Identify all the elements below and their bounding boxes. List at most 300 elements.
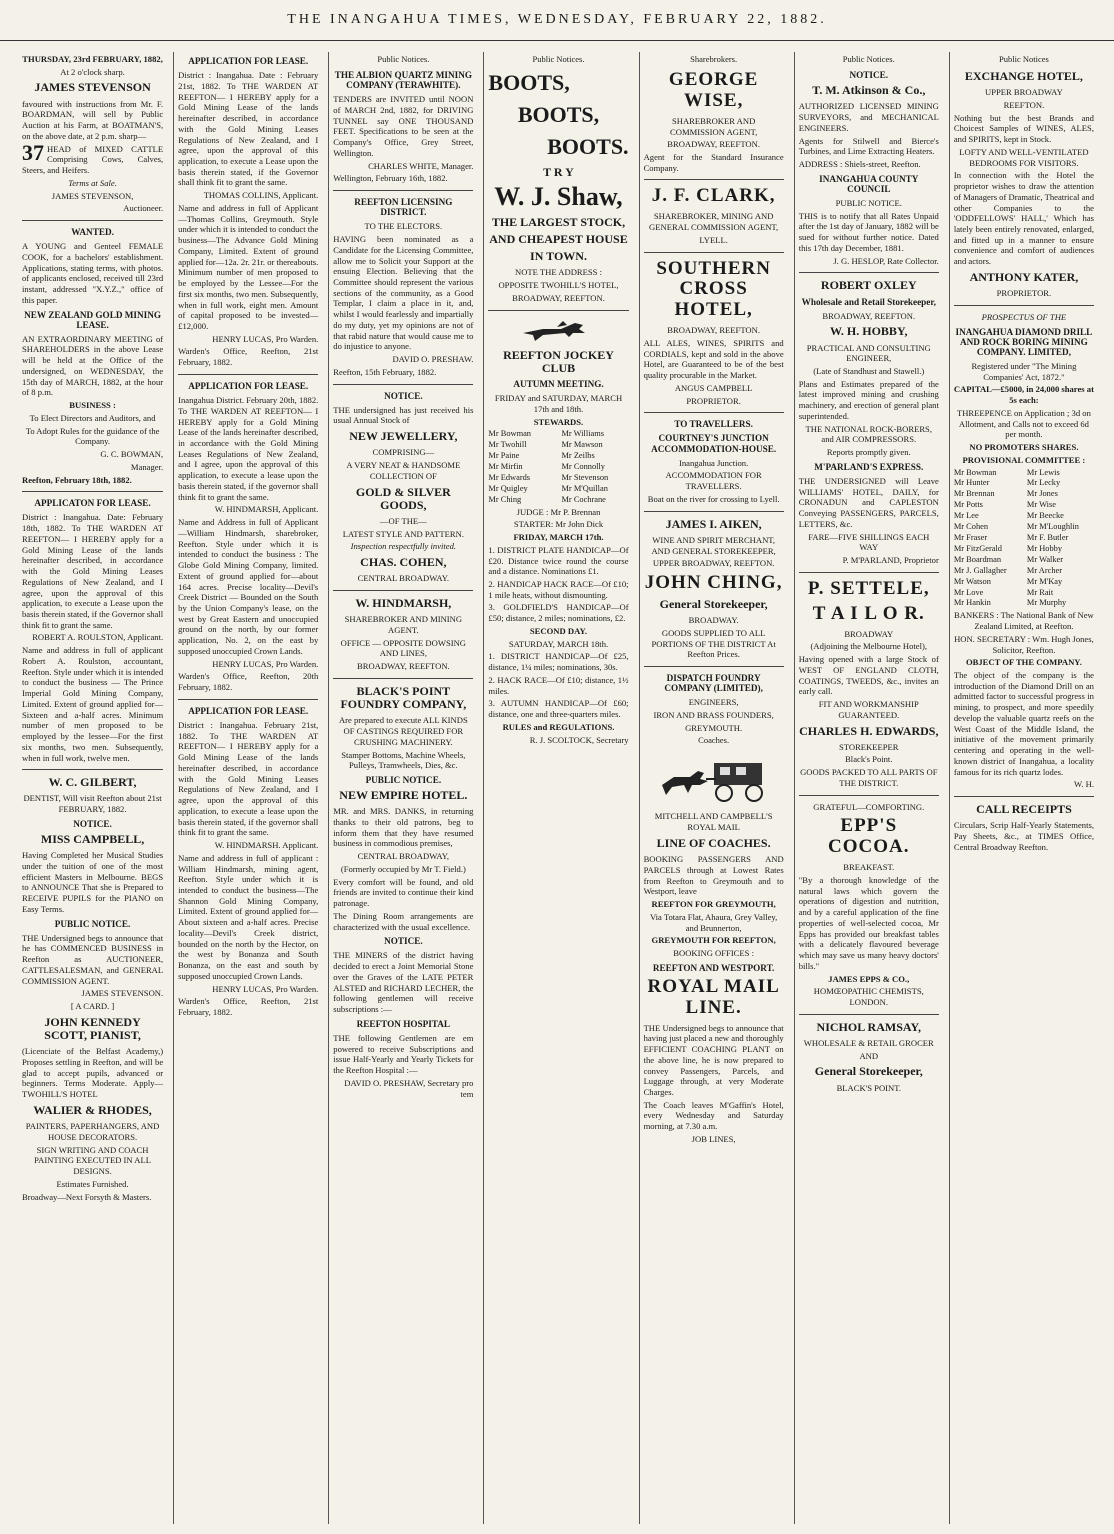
cattle-count: 37 <box>22 139 44 165</box>
tailor-address: BROADWAY <box>844 628 894 639</box>
boots-1: BOOTS, <box>488 70 570 95</box>
wise-address: BROADWAY, REEFTON. <box>667 139 760 150</box>
committee-member: Mr Love <box>953 587 984 597</box>
tailor-adjoining: (Adjoining the Melbourne Hotel), <box>810 641 928 652</box>
foundry-items: Stamper Bottoms, Machine Wheels, Pulleys, Tramwheels, Dies, &c. <box>341 749 466 771</box>
stagecoach-icon <box>654 753 774 803</box>
hobby-heading: W. H. HOBBY, <box>830 324 908 339</box>
hindmarsh-text: SHAREBROKER AND MINING AGENT. <box>344 614 463 635</box>
reports: Reports promptly given. <box>826 447 911 458</box>
aiken-heading: JAMES I. AIKEN, <box>665 516 762 531</box>
notice-heading: NOTICE. <box>73 818 112 829</box>
call-text: Circulars, Scrip Half-Yearly Statements, Pay Sheets, &c., at TIMES Office, Central Broadway Reefton. <box>953 820 1094 852</box>
divider <box>333 190 473 191</box>
empire-address: CENTRAL BROADWAY, <box>357 851 450 862</box>
committee-member: Mr Lee <box>953 511 979 521</box>
note-address: NOTE THE ADDRESS : <box>515 267 602 278</box>
cocoa-text: "By a thorough knowledge of the natural laws which govern the operations of digestion and nutrition, and by a careful application of the fine properties of well-selected cocoa, Mr Epps has provided our breakfast tables with a delicately flavoured beverage which may save us many heavy doctors' bills." <box>798 874 939 971</box>
steward: Mr Zeilbs <box>561 451 595 461</box>
campbell-role: PROPRIETOR. <box>686 395 741 406</box>
cohen-heading: CHAS. COHEN, <box>360 555 447 570</box>
divider <box>799 572 939 573</box>
preshaw-sig: DAVID O. PRESHAW. <box>392 354 474 365</box>
cocoa-heading: EPP'S COCOA. <box>828 815 910 858</box>
auctioneer-role: Auctioneer. <box>123 203 164 214</box>
section-tag: Public Notices. <box>532 54 585 64</box>
race-1: 1. DISTRICT PLATE HANDICAP—Of £20. Distance twice round the course and a distance. Nominations £1. <box>488 544 629 577</box>
sign-writing: SIGN WRITING AND COACH PAINTING EXECUTED IN ALL DESIGNS. <box>34 1144 152 1177</box>
campbell-name: ANGUS CAMPBELL <box>674 382 753 393</box>
card-label: [ A CARD. ] <box>70 1001 115 1012</box>
steward: Mr Twohill <box>488 440 527 450</box>
reefton-greymouth: REEFTON FOR GREYMOUTH, <box>651 899 776 910</box>
dispatch-heading: DISPATCH FOUNDRY COMPANY (LIMITED), <box>664 673 763 694</box>
reefton-greymouth-via: Via Totara Flat, Ahaura, Grey Valley, and Brunnerton, <box>649 911 778 933</box>
steward: Mr Connolly <box>561 461 605 471</box>
kater-heading: ANTHONY KATER, <box>969 269 1079 284</box>
hindmarsh-heading: W. HINDMARSH, <box>355 596 452 611</box>
accommodation: ACCOMMODATION FOR TRAVELLERS. <box>665 470 762 492</box>
committee-member: Mr Boardman <box>953 554 1002 564</box>
divider <box>488 310 628 311</box>
rules-heading: RULES and REGULATIONS. <box>502 721 615 732</box>
preshaw-date: Reefton, 15th February, 1882. <box>333 366 437 377</box>
committee-member: Mr Lecky <box>1026 478 1061 488</box>
column-7 <box>949 52 1098 1524</box>
council-text: THIS is to notify that all Rates Unpaid after the 1st day of January, 1882 will be sued for without further notice. Dated this 17th day December, 1881. <box>798 210 939 253</box>
wise-text: SHAREBROKER AND COMMISSION AGENT, <box>670 115 758 137</box>
notice-heading: NOTICE. <box>384 390 423 401</box>
courtney-location: Inangahua Junction. <box>679 457 749 468</box>
steward: Mr Mirfin <box>488 461 523 471</box>
atkinson-text: AUTHORIZED LICENSED MINING SURVEYORS, and MECHANICAL ENGINEERS. <box>798 101 939 133</box>
lease-text-3: District : Inangahua. February 21st, 1882. To THE WARDEN AT REEFTON— I HEREBY apply for a Gold Mining Lease of the lands hereinafter described, in accordance with the Gold Mining Leases Regulations of New Zealand, and I agree, upon the approval of this application, to execute a lease upon the basis therein stated, if the governor shall think fit to grant the same. <box>178 719 319 838</box>
jewellery-line-5: Inspection respectfully invited. <box>350 541 457 552</box>
jewellery-line-4: LATEST STYLE AND PATTERN. <box>342 528 464 539</box>
committee-member: Mr FitzGerald <box>953 543 1002 553</box>
jockey-club-sub: AUTUMN MEETING. <box>513 378 604 389</box>
dentist-heading: W. C. GILBERT, <box>48 775 137 790</box>
section-tag: Public Notices <box>999 54 1049 64</box>
divider <box>644 511 784 512</box>
booking-text: BOOKING PASSENGERS AND PARCELS through at Lowest Rates from Reefton to Greymouth and to Westport, leave <box>643 854 784 897</box>
hobby-plans: Plans and Estimates prepared of the latest improved mining and crushing machinery, and erection of general plant superintended. <box>798 378 939 421</box>
dispatch-engineers: ENGINEERS, <box>688 697 739 708</box>
foundry-text: Are prepared to execute ALL KINDS OF CASTINGS REQUIRED FOR CRUSHING MACHINERY. <box>338 715 468 747</box>
wise-heading: GEORGE WISE, <box>668 69 759 111</box>
collins-sig: THOMAS COLLINS, Applicant. <box>203 190 319 201</box>
terms: Terms at Sale. <box>68 177 117 188</box>
empire-comfort: Every comfort will be found, and old friends are invited to continue their kind patronage. <box>333 876 474 909</box>
tailor-heading: T A I L O R. <box>812 602 925 624</box>
committee-member: Mr Beecke <box>1026 511 1064 521</box>
travellers-heading: TO TRAVELLERS. <box>674 419 753 430</box>
divider <box>954 305 1094 306</box>
divider <box>644 412 784 413</box>
empire-former: (Formerly occupied by Mr T. Field.) <box>340 863 466 874</box>
clark-address: LYELL. <box>699 234 728 245</box>
auctioneer-heading: JAMES STEVENSON <box>34 80 151 95</box>
walier-text: PAINTERS, PAPERHANGERS, AND HOUSE DECORATORS. <box>25 1121 160 1142</box>
auction-time: At 2 o'clock sharp. <box>60 66 125 77</box>
dispatch-founders: IRON AND BRASS FOUNDERS, <box>653 709 774 720</box>
lease-details-2: Name and Address in full of Applicant —William Hindmarsh, sharebroker, Reefton. Style under which it is intended to conduct the business : The Globe Gold Mining Company, limited. Extent of ground applied for—about 164 acres. Precise locality—Devil's Creek District — Bounded on the South by the Union Company's lease, on the west by Great Eastern and unoccupied ground on the north, by our former application, No. 2, on the east by supposed unoccupied Crown Lands. <box>178 517 319 656</box>
epps-company: JAMES EPPS & CO., <box>828 973 910 984</box>
greymouth-reefton: GREYMOUTH FOR REEFTON, <box>651 935 776 946</box>
rock-borers: THE NATIONAL ROCK-BORERS, and AIR COMPRESSORS. <box>805 423 932 445</box>
jockey-club-date: FRIDAY and SATURDAY, MARCH 17th and 18th. <box>494 393 623 414</box>
committee-member: Mr Watson <box>953 576 991 586</box>
atkinson-agents: Agents for Stilwell and Bierce's Turbines, and Lime Extracting Heaters. <box>798 135 939 157</box>
committee-member: Mr Murphy <box>1026 598 1067 608</box>
shaw-heading: W. J. Shaw, <box>494 182 623 212</box>
express-fare: FARE—FIVE SHILLINGS EACH WAY <box>808 531 930 553</box>
exchange-hall: In connection with the Hotel the proprietor wishes to draw the attention of Managers of Dramatic, Theatrical and other Companies to the 'ODDFELLOWS' HALL,' Which has lately been entirely renovated, enlarged, and fitted up in a manner to ensure convenience and comfort of audiences and actors. <box>953 170 1094 267</box>
lease-details-3: Name and address in full of applicant : William Hindmarsh, mining agent, Reefton. Style under which it is intended to conduct the business—The Shannon Gold Mining Company, Limited. Extent of ground applied for—About sixteen and a-half acres. Precise locality—Devil's Creek district, bounded on the north by the Hector, on the west by Bonanza and South Bonanza, on the east and south by supposed unoccupied Crown Lands. <box>178 852 319 981</box>
white-sig: CHARLES WHITE, Manager. <box>368 160 474 171</box>
column-2 <box>173 52 322 1524</box>
epps-chemists: HOMŒOPATHIC CHEMISTS, LONDON. <box>813 986 924 1007</box>
jockey-club-heading: REEFTON JOCKEY CLUB <box>503 347 614 375</box>
licensing-heading: REEFTON LICENSING DISTRICT. <box>354 197 453 218</box>
committee-heading: PROVISIONAL COMMITTEE : <box>962 454 1086 465</box>
second-day-date: SATURDAY, MARCH 18th. <box>508 638 609 649</box>
capital-calls: THREEPENCE on Application ; 3d on Allotment, and Calls not to exceed 6d per month. <box>956 407 1091 440</box>
wardens-office-1: Warden's Office, Reefton, 21st February, 1882. <box>178 346 319 368</box>
committee-member: Mr Cohen <box>953 522 989 532</box>
hindmarsh-sig-2: W. HINDMARSH. Applicant. <box>214 840 319 851</box>
oxley-text: Wholesale and Retail Storekeeper, <box>801 296 936 307</box>
largest-stock: THE LARGEST STOCK, <box>491 214 626 229</box>
steward: Mr Bowman <box>488 429 531 439</box>
ching-text: General Storekeeper, <box>659 596 768 611</box>
wardens-office-2: Warden's Office, Reefton, 20th February, 1882. <box>178 671 319 693</box>
exchange-text: Nothing but the best Brands and Choicest Samples of WINES, ALES, and SPIRITS, kept in Stock. <box>953 112 1094 145</box>
bowman-sig: G. C. BOWMAN, <box>100 449 164 460</box>
cocoa-pre: GRATEFUL—COMFORTING. <box>813 801 925 812</box>
empire-dining: The Dining Room arrangements are characterized with the usual excellence. <box>333 910 474 932</box>
auction-text: favoured with instructions from Mr. F. BOARDMAN, will sell by Public Auction at his Farm, at BOATMAN'S, on the above date, at 2 p.m. sharp— <box>22 98 164 141</box>
aiken-address: UPPER BROADWAY, REEFTON. <box>652 558 775 569</box>
atkinson-heading: T. M. Atkinson & Co., <box>812 83 926 98</box>
cattle-text: HEAD of MIXED CATTLE Comprising Cows, Calves, Steers, and Heifers. <box>22 143 164 176</box>
dentist-text: DENTIST, Will visit Reefton about 21st FEBRUARY, 1882. <box>23 793 162 815</box>
cocoa-sub: BREAKFAST. <box>843 862 895 873</box>
ramsay-storekeeper: General Storekeeper, <box>814 1064 923 1079</box>
jewellery-line-1: COMPRISING— <box>372 447 435 458</box>
app-details: Name and address in full of applicant Robert A. Roulston, accountant, Reefton. Style under which it is intended to conduct the business — The Prince Imperial Gold Mining Company, Limited. Extent of ground applied for—Sixteen and a-half acres. Minimum number of men proposed to be employed by the lessee—For the first six months, two men. Subsequently, when in full work, twelve men. <box>22 645 164 763</box>
boat-text: Boat on the river for crossing to Lyell. <box>647 493 780 504</box>
auctioneer-sig: JAMES STEVENSON, <box>51 190 134 201</box>
object-text: The object of the company is the introduction of the Diamond Drill on an admitted factor to successful progress in mining, to prospect, and more speedily develop the valuable quartz reefs on the West Coast of the Middle Island, the initiative of the movement primarily centering and operating in the well-known district of Inangahua, a locality famous for its rich quartz lodes. <box>953 669 1094 777</box>
licensing-sub: TO THE ELECTORS. <box>364 221 443 232</box>
edwards-goods: GOODS PACKED TO ALL PARTS OF THE DISTRICT. <box>800 767 938 788</box>
committee-member: Mr Lewis <box>1026 467 1060 477</box>
royal-mail-heading: MITCHELL AND CAMPBELL'S ROYAL MAIL <box>654 811 773 833</box>
courtney-heading: COURTNEY'S JUNCTION ACCOMMODATION-HOUSE. <box>651 433 777 454</box>
committee-member: Mr Walker <box>1026 554 1064 564</box>
nzgm-heading: NEW ZEALAND GOLD MINING LEASE. <box>24 309 162 330</box>
divider <box>799 1014 939 1015</box>
object-heading: OBJECT OF THE COMPANY. <box>965 657 1082 668</box>
fit-guaranteed: FIT AND WORKMANSHIP GUARANTEED. <box>818 699 919 720</box>
committee-member: Mr M'Kay <box>1026 576 1063 586</box>
hospital-text: THE following Gentlemen are em powered to receive Subscriptions and issue Half-Yearly and Yearly Tickets for the Reefton Hospital :— <box>333 1032 474 1076</box>
wanted-heading: WANTED. <box>71 227 114 237</box>
divider <box>799 795 939 796</box>
walier-footer: Broadway—Next Forsyth & Masters. <box>22 1191 152 1202</box>
divider <box>644 666 784 667</box>
race-6: 3. AUTUMN HANDICAP—Of £60; distance, one and three-quarters miles. <box>488 698 629 720</box>
lease-heading-3: APPLICATION FOR LEASE. <box>188 705 309 716</box>
prospectus-pre: PROSPECTUS OF THE <box>981 311 1067 322</box>
divider <box>333 678 473 679</box>
committee-member: Mr Archer <box>1026 565 1063 575</box>
settele-heading: P. SETTELE, <box>807 577 930 599</box>
cheapest-house: AND CHEAPEST HOUSE <box>489 231 628 246</box>
hobby-late: (Late of Standhust and Stawell.) <box>813 366 925 377</box>
hindmarsh-address: BROADWAY, REEFTON. <box>356 661 450 672</box>
notice-heading: NOTICE. <box>849 70 889 80</box>
lease-heading-2: APPLICATION FOR LEASE. <box>188 380 309 391</box>
steward: Mr Paine <box>488 451 520 461</box>
app-text: District : Inangahua. Date: February 18th, 1882. To THE WARDEN AT REEFTON— I HEREBY apply for a Gold Mining Lease of the lands hereinafter described, in accordance with the Gold Mining Leases Regulations of New Zealand, and I agree, upon the approval of this application, to execute a Lease upon the basis therein stated, if the Governor shall think fit to grant the same. <box>22 512 164 630</box>
committee-member: Mr Wise <box>1026 500 1056 510</box>
race-4: 1. DISTRICT HANDICAP—Of £25, distance, 1¼ miles; nominations, 30s. <box>488 651 629 673</box>
no-promoters: NO PROMOTERS SHARES. <box>969 442 1079 453</box>
hobby-text: PRACTICAL AND CONSULTING ENGINEER, <box>806 342 931 364</box>
council-sub: PUBLIC NOTICE. <box>835 197 902 208</box>
prospectus-heading: INANGAHUA DIAMOND DRILL AND ROCK BORING MINING COMPANY. LIMITED, <box>955 326 1093 357</box>
jewellery-line-2: A VERY NEAT & HANDSOME COLLECTION OF <box>346 460 461 481</box>
business-heading: BUSINESS : <box>69 400 116 411</box>
masthead: THE INANGAHUA TIMES, WEDNESDAY, FEBRUARY 22, 1882. <box>0 0 1114 41</box>
committee-member: Mr Brennan <box>953 489 995 499</box>
steward: Mr Mawson <box>561 440 603 450</box>
starter: STARTER: Mr John Dick <box>513 519 604 530</box>
app-heading: APPLICATON FOR LEASE. <box>34 498 151 509</box>
wanted-text: A YOUNG and Genteel FEMALE COOK, for a bachelors' establishment. Applications, stating terms, with photos. of applicants enclosed, received till 23rd instant, addressed "X.Y.Z.," office of this paper. <box>22 241 164 305</box>
divider <box>22 769 163 770</box>
committee-member: Mr M'Loughlin <box>1026 522 1079 532</box>
divider <box>644 252 784 253</box>
business-item-2: To Adopt Rules for the guidance of the Company. <box>25 425 160 447</box>
race-3: 3. GOLDFIELD'S HANDICAP—Of £50; distance, 2 miles; nominations, £2. <box>488 602 629 624</box>
racehorse-icon <box>513 317 603 343</box>
wardens-office-3: Warden's Office, Reefton, 21st February, 1882. <box>178 996 319 1018</box>
lucas-sig-1: HENRY LUCAS, Pro Warden. <box>212 333 319 344</box>
ching-address: BROADWAY. <box>688 615 739 626</box>
coaches-heading: LINE OF COACHES. <box>656 835 771 850</box>
committee-member: Mr Potts <box>953 500 983 510</box>
public-notice-heading: PUBLIC NOTICE. <box>54 918 131 929</box>
object-sig: W. H. <box>1074 779 1094 790</box>
hospital-heading: REEFTON HOSPITAL <box>356 1018 451 1029</box>
dispatch-location: GREYMOUTH. <box>685 722 743 733</box>
stewards-heading: STEWARDS. <box>533 416 584 427</box>
section-tag: Public Notices. <box>377 54 430 64</box>
white-date: Wellington, February 16th, 1882. <box>333 173 448 184</box>
albion-text: TENDERS are INVITED until NOON of MARCH 2nd, 1882, for DRIVING TUNNEL say ONE THOUSAND FEET. Specifications to be seen at the Company's Office, Grey Street, Wellington. <box>333 94 474 158</box>
judge: JUDGE : Mr P. Brennan <box>516 506 601 517</box>
column-5 <box>639 52 788 1524</box>
race-5: 2. HACK RACE—Of £10; distance, 1½ miles. <box>488 674 629 696</box>
nzgm-text: AN EXTRAORDINARY MEETING of SHAREHOLDERS in the above Lease will be held at the Office of the undersigned, on WEDNESDAY, the 15th day of MARCH, 1882, at the hour of 8 p.m. <box>22 333 164 398</box>
steward: Mr Edwards <box>488 472 531 482</box>
ramsay-text: WHOLESALE & RETAIL GROCER <box>803 1037 934 1048</box>
royal-mail-text: THE Undersigned begs to announce that having just placed a new and thoroughly EFFICIENT COACHING PLANT on the above line, he is now prepared to convey Passengers, Parcels, and Luggage through, at very Moderate Charges. <box>643 1022 784 1098</box>
booking-offices: BOOKING OFFICES : <box>673 947 754 958</box>
mcparland-sig: P. M'PARLAND, Proprietor <box>842 555 939 566</box>
clark-text: SHAREBROKER, MINING AND GENERAL COMMISSION AGENT, <box>649 211 779 233</box>
exchange-rooms: LOFTY AND WELL-VENTILATED BEDROOMS FOR VISITORS. <box>959 146 1089 168</box>
ching-goods: GOODS SUPPLIED TO ALL PORTIONS OF THE DISTRICT At Reefton Prices. <box>651 627 776 660</box>
empire-text: MR. and MRS. DANKS, in returning thanks to their old patrons, beg to inform them that they have resumed business in commodious premises, <box>333 806 474 849</box>
divider <box>333 590 473 591</box>
bowman-date: Reefton, February 18th, 1882. <box>22 474 132 485</box>
job-lines: JOB LINES, <box>691 1133 736 1144</box>
public-notice-sig: JAMES STEVENSON. <box>81 988 164 999</box>
notice-heading-2: NOTICE. <box>384 936 423 947</box>
committee-member: Mr Fraser <box>953 532 988 542</box>
divider <box>644 179 784 180</box>
steward: Mr Stevenson <box>561 472 609 482</box>
divider <box>22 491 163 492</box>
hospital-sig: DAVID O. PRESHAW, Secretary pro tem <box>344 1077 474 1099</box>
committee-member: Mr Hunter <box>953 478 990 488</box>
public-notice-text: THE Undersigned begs to announce that he has COMMENCED BUSINESS in Reefton as AUCTIONEER, CATTLESALESMAN, and GENERAL COMMISSION AGENT. <box>22 932 164 986</box>
auction-date: THURSDAY, 23rd FEBRUARY, 1882, <box>22 54 163 64</box>
licensing-text: HAVING been nominated as a Candidate for the Licensing Committee, allow me to Solicit your Support at the ensuing Election. Believing that the Committee should represent the various sections of the community, as a Good Templar, I claim a place in it, and, whilst I would fearlessly and impartially do my duty, yet my opinions are not of that rabid nature that would cause me to do injustice to anyone. <box>333 234 474 352</box>
public-notice-heading: PUBLIC NOTICE. <box>365 774 442 785</box>
column-3 <box>328 52 477 1524</box>
business-item-1: To Elect Directors and Auditors, and <box>29 412 156 423</box>
committee-member: Mr Bowman <box>953 467 997 477</box>
exchange-address: UPPER BROADWAY <box>985 87 1063 98</box>
edwards-heading: CHARLES H. EDWARDS, <box>799 723 939 738</box>
lease-heading-1: APPLICATION FOR LEASE. <box>188 56 309 66</box>
in-town: IN TOWN. <box>530 249 587 264</box>
steward: Mr M'Quillan <box>561 483 608 493</box>
scott-heading: JOHN KENNEDY SCOTT, PIANIST, <box>44 1014 141 1043</box>
roulston-sig: ROBERT A. ROULSTON, Applicant. <box>32 632 164 643</box>
royal-mail-line-heading: ROYAL MAIL LINE. <box>647 975 780 1018</box>
wise-agent: Agent for the Standard Insurance Company. <box>643 151 784 173</box>
column-1 <box>18 52 167 1524</box>
columns <box>18 52 1098 1524</box>
committee-member: Mr J. Gallagher <box>953 565 1007 575</box>
campbell-text: Having Completed her Musical Studies under the tuition of one of the most efficient Masters in Melbourne. BEGS to ANNOUNCE That she is Prepared to RECEIVE PUPILS for the PIANO on Easy Terms. <box>22 850 164 914</box>
divider <box>178 374 318 375</box>
scott-text: (Licenciate of the Belfast Academy,) Proposes settling in Reefton, and will be glad to accept pupils, advanced or beginners. Terms Moderate. Apply—TWOHILL'S HOTEL <box>22 1046 164 1100</box>
hindmarsh-office: OFFICE — OPPOSITE DOWSING AND LINES, <box>340 637 467 659</box>
kater-role: PROPRIETOR. <box>996 288 1052 299</box>
first-day: FRIDAY, MARCH 17th. <box>513 532 604 543</box>
boots-2: BOOTS, <box>517 102 600 127</box>
section-tag: Sharebrokers. <box>690 54 738 64</box>
committee-member: Mr F. Butler <box>1026 532 1069 542</box>
committee-member: Mr Jones <box>1026 489 1058 499</box>
aiken-text: WINE AND SPIRIT MERCHANT, AND GENERAL STOREKEEPER, <box>651 534 776 556</box>
albion-heading: THE ALBION QUARTZ MINING COMPANY (TERAWHITE). <box>334 70 472 91</box>
southern-cross-heading: SOUTHERN CROSS HOTEL, <box>656 257 771 321</box>
ramsay-heading: NICHOL RAMSAY, <box>816 1019 922 1034</box>
cohen-address: CENTRAL BROADWAY. <box>357 573 450 584</box>
jewellery-intro: THE undersigned has just received his usual Annual Stock of <box>333 404 474 426</box>
edwards-role: STOREKEEPER <box>839 741 899 752</box>
committee-list <box>954 468 1094 609</box>
foundry-heading: BLACK'S POINT FOUNDRY COMPANY, <box>340 683 467 712</box>
estimates: Estimates Furnished. <box>56 1178 129 1189</box>
second-day: SECOND DAY. <box>529 625 588 636</box>
divider <box>333 384 473 385</box>
column-6 <box>794 52 943 1524</box>
exchange-town: REEFTON. <box>1003 99 1045 110</box>
secretary-sig: R. J. SCOLTOCK, Secretary <box>529 734 629 745</box>
divider <box>954 796 1094 797</box>
lease-text-1: District : Inangahua. Date : February 21st, 1882. To THE WARDEN AT REEFTON— I HEREBY apply for a Gold Mining Lease of the lands hereinafter described, in accordance with the Gold Mining Leases Regulations of New Zealand, and I agree, upon the approval of this application, to execute a Lease upon the basis therein stated, if the Governor shall think fit to grant the same. <box>178 70 319 188</box>
jewellery-line-3: —OF THE— <box>379 515 427 526</box>
hon-secretary: HON. SECRETARY : Wm. Hugh Jones, Solicitor, Reefton. <box>954 633 1094 655</box>
atkinson-address: ADDRESS : Shiels-street, Reefton. <box>798 158 921 169</box>
council-heading: INANGAHUA COUNTY COUNCIL <box>819 173 919 194</box>
steward: Mr Ching <box>488 494 522 504</box>
race-2: 2. HANDICAP HACK RACE—Of £10; 1 mile heats, without dismounting. <box>488 578 629 600</box>
divider <box>799 272 939 273</box>
express-text: THE UNDERSIGNED will Leave WILLIAMS' HOTEL, DAILY, for CRONADUN and CAPLESTON Conveying PASSENGERS, PARCELS, LETTERS, &c. <box>798 476 939 529</box>
stewards-list <box>488 429 628 504</box>
divider <box>22 220 163 221</box>
boots-3: BOOTS. <box>547 134 629 159</box>
oxley-address: BROADWAY, REEFTON. <box>822 310 916 321</box>
campbell-heading: MISS CAMPBELL, <box>40 832 145 847</box>
westport-heading: REEFTON AND WESTPORT. <box>652 962 775 973</box>
divider <box>178 699 318 700</box>
committee-member: Mr Hankin <box>953 598 991 608</box>
southern-cross-text: ALL ALES, WINES, SPIRITS and CORDIALS, kept and sold in the above Hotel, are Guaranteed to be of the best quality procurable in the Market. <box>643 337 784 381</box>
ramsay-location: BLACK'S POINT. <box>836 1082 901 1093</box>
lease-text-2: Inangahua District. February 20th, 1882. To THE WARDEN AT REEFTON— I HEREBY apply for a Gold Mining Lease of the lands hereinafter described, in accordance with the Gold Mining Leases Regulations of New Zealand, and I agree, upon the approval of this application, to execute a lease upon the basis therein stated, if the governor shall think fit to grant the same. <box>178 395 319 502</box>
prospectus-registered: Registered under "The Mining Companies' Act, 1872." <box>971 360 1077 382</box>
lease-details-1: Name and address in full of Applicant —Thomas Collins, Greymouth. Style under which it is intended to conduct the business—The Advance Gold Mining Company, Limited. Extent of ground applied for—12a. 2r. 21r. or thereabouts. Minimum number of men proposed to be employed by the Lessee—For the first six months, two men. Subsequently, when in full work, eight men. Amount of capital proposed to be invested—£12,000. <box>178 202 319 331</box>
capital: CAPITAL—£5000, in 24,000 shares at 5s each: <box>953 384 1094 406</box>
jewellery-goods: GOLD & SILVER GOODS, <box>355 484 451 512</box>
committee-member: Mr Rait <box>1026 587 1054 597</box>
miners-text: THE MINERS of the district having decided to erect a Joint Memorial Stone over the Graves of the LATE PETER ALSTED and RICHARD LECHER, the following gentlemen will receive subscriptions :— <box>333 950 474 1015</box>
clark-heading: J. F. CLARK, <box>651 185 776 207</box>
express-heading: M'PARLAND'S EXPRESS. <box>814 461 924 472</box>
southern-cross-address: BROADWAY, REEFTON. <box>667 325 760 336</box>
shaw-address: OPPOSITE TWOHILL'S HOTEL, <box>498 280 619 291</box>
steward: Mr Cochrane <box>561 494 606 504</box>
coach-schedule: The Coach leaves M'Gaffin's Hotel, every Wednesday and Saturday morning, at 7.30 a.m. <box>643 1099 784 1132</box>
walier-heading: WALIER & RHODES, <box>33 1102 152 1117</box>
lucas-sig-2: HENRY LUCAS, Pro Warden. <box>212 658 319 669</box>
heslop-sig: J. G. HESLOP, Rate Collector. <box>833 255 939 266</box>
ramsay-and: AND <box>859 1050 879 1061</box>
coaches-tag: Coaches. <box>698 735 730 746</box>
ching-heading: JOHN CHING, <box>644 572 783 594</box>
tailor-text: Having opened with a large Stock of WEST OF ENGLAND CLOTH, COATINGS, TWEEDS, &c., invites an early call. <box>798 654 939 697</box>
committee-member: Mr Hobby <box>1026 543 1063 553</box>
call-heading: CALL RECEIPTS <box>976 802 1072 817</box>
column-4 <box>483 52 632 1524</box>
jewellery-heading: NEW JEWELLERY, <box>349 429 458 444</box>
lucas-sig-3: HENRY LUCAS, Pro Warden. <box>212 983 319 994</box>
try-text: T R Y <box>543 165 574 179</box>
section-tag: Public Notices. <box>842 54 895 64</box>
bankers: BANKERS : The National Bank of New Zealand Limited, at Reefton. <box>954 610 1094 632</box>
